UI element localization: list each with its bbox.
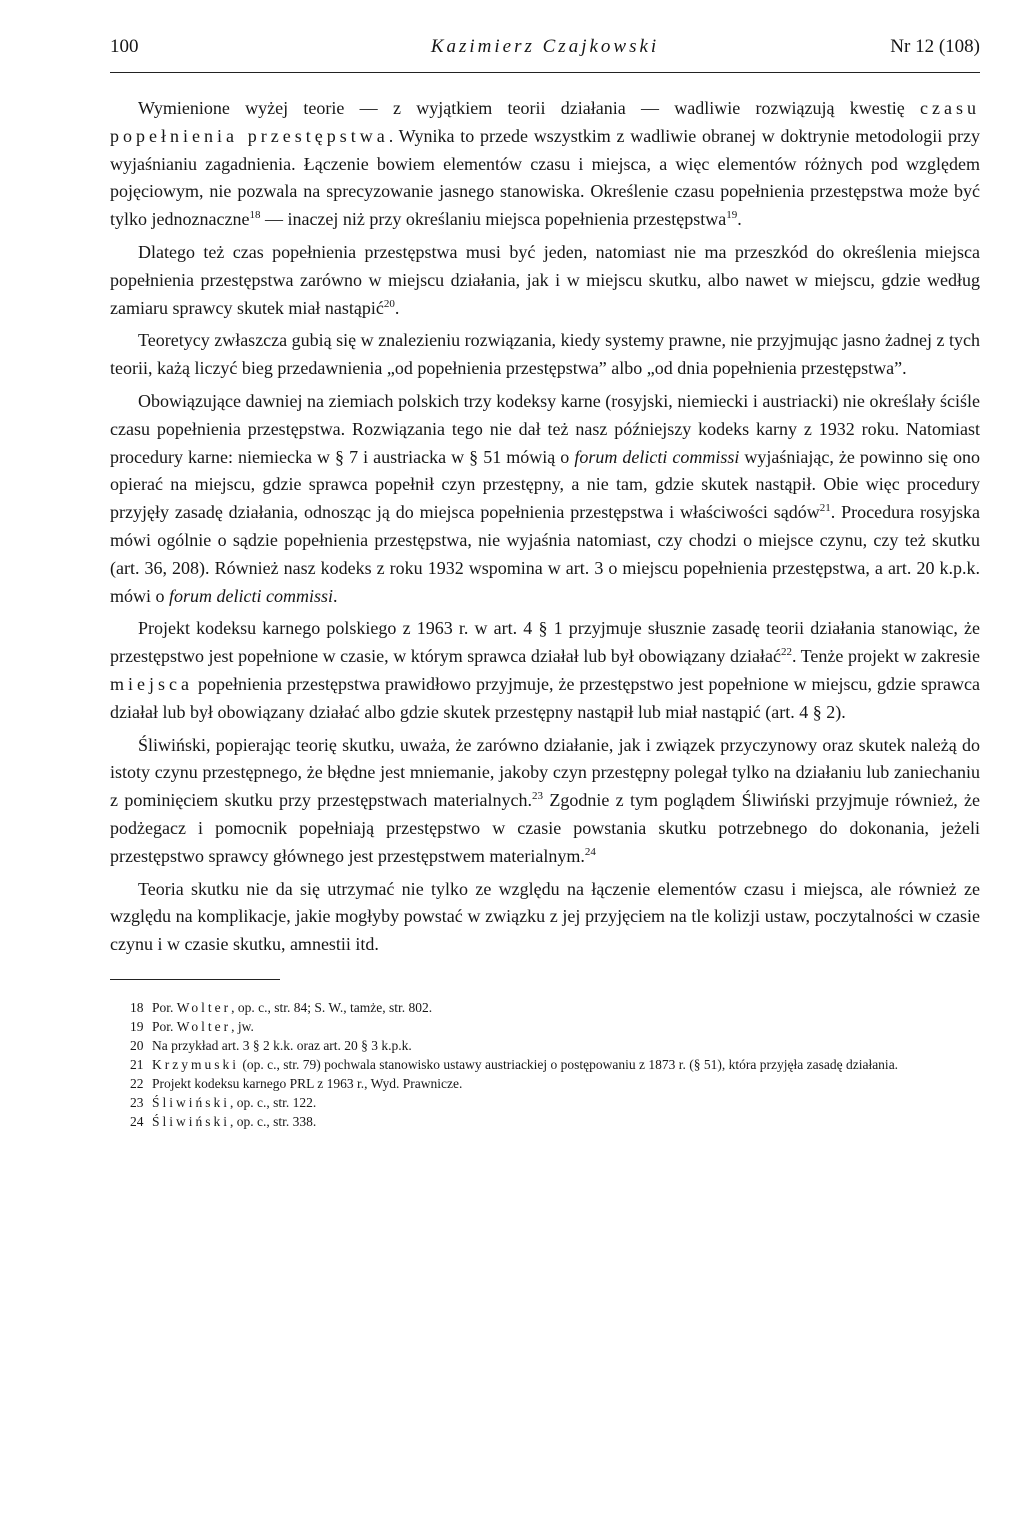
footnote-author: Śliwiński <box>152 1113 231 1129</box>
text-run: Obowiązujące dawniej na ziemiach polskich trzy kodeksy karne (rosyjski, niemiecki i austriacki) nie określały ściśle czasu popełnienia przestępstwa. Rozwiązania tego nie dał też nasz późniejszy kodeks karny z 1932 roku. Natomiast procedury karne: niemiecka w § 7 i austriacka w § 51 mówią o <box>110 390 980 467</box>
spaced-emphasis: czasu popełnienia przestępstwa <box>110 98 980 146</box>
header-rule <box>110 72 980 73</box>
text-run: popełnienia przestępstwa prawidłowo przyjmuje, że przestępstwo jest popełnione w miejscu, gdzie sprawca działał lub był obowiązany działać albo gdzie skutek przestępny nastąpił lub miał nastąpić (art. 4 § 2). <box>110 673 980 722</box>
footnote-ref: 18 <box>249 209 261 222</box>
footnote-ref: 22 <box>780 646 792 659</box>
footnote-author: Śliwiński <box>152 1094 231 1110</box>
footnotes <box>110 998 980 1131</box>
italic-term: forum delicti commissi <box>574 446 740 467</box>
text-run: Śliwiński, popierając teorię skutku, uważa, że zarówno działanie, jak i związek przyczynowy oraz skutek należą do istoty czynu przestępnego, że błędne jest mniemanie, jakoby czyn przestępny polegał tylko na działaniu lub zaniechaniu z pominięciem skutku przy przestępstwach materialnych. <box>110 734 980 811</box>
footnote-author: Wolter <box>176 1018 232 1034</box>
footnote-text: Por. <box>152 999 177 1015</box>
footnote-number: 19 <box>130 1018 144 1034</box>
footnote-ref: 21 <box>819 502 831 515</box>
footnote-text: , op. c., str. 122. <box>230 1094 317 1110</box>
paragraph-7 <box>110 876 980 959</box>
paragraph-1 <box>110 95 980 234</box>
footnote-number: 18 <box>130 999 144 1015</box>
text-run: . <box>737 209 742 230</box>
text-run: Dlatego też czas popełnienia przestępstwa musi być jeden, natomiast nie ma przeszkód do określenia miejsca popełnienia przestępstwa zarówno w miejscu działania, jak i w miejscu skutku, albo nawet w miejscu, gdzie według zamiaru sprawcy skutek miał nastąpić <box>110 241 980 318</box>
paragraph-2 <box>110 239 980 322</box>
paragraph-6 <box>110 732 980 871</box>
footnote-number: 22 <box>130 1075 144 1091</box>
footnote-text: , jw. <box>231 1018 254 1034</box>
body-text <box>110 95 980 959</box>
running-header <box>110 36 980 70</box>
page-number: 100 <box>110 36 139 57</box>
text-run: . <box>333 585 338 606</box>
footnote-ref: 20 <box>383 297 395 310</box>
footnote-number: 24 <box>130 1113 144 1129</box>
footnote-text: , op. c., str. 84; S. W., tamże, str. 802. <box>231 999 433 1015</box>
running-head-author: Kazimierz Czajkowski <box>430 36 660 57</box>
italic-term: forum delicti commissi <box>169 585 334 606</box>
footnote-ref: 19 <box>726 209 738 222</box>
footnote-author: Krzymuski <box>152 1056 239 1072</box>
text-run: Teoria skutku nie da się utrzymać nie tylko ze względu na łączenie elementów czasu i miejsca, ale również ze względu na komplikacje, jakie mogłyby powstać w związku z jej przyjęciem na tle kolizji ustaw, poczytalności w czasie czynu i w czasie skutku, amnestii itd. <box>110 878 980 955</box>
footnote-ref: 23 <box>532 790 543 803</box>
footnote-18 <box>110 998 980 1017</box>
footnote-text: Na przykład art. 3 § 2 k.k. oraz art. 20 § 3 k.p.k. <box>152 1037 412 1053</box>
footnote-text: Por. <box>152 1018 177 1034</box>
footnote-separator <box>110 979 280 980</box>
footnote-text: (op. c., str. 79) pochwala stanowisko ustawy austriackiej o postępowaniu z 1873 r. (§ 51), która przyjęła zasadę działania. <box>239 1056 899 1072</box>
paragraph-4 <box>110 388 980 610</box>
footnote-text: Projekt kodeksu karnego PRL z 1963 r., Wyd. Prawnicze. <box>152 1075 463 1091</box>
footnote-20 <box>110 1036 980 1055</box>
issue-number: Nr 12 (108) <box>890 36 980 57</box>
text-run: . <box>394 297 400 318</box>
text-run: Wymienione wyżej teorie — z wyjątkiem teorii działania — wadliwie rozwiązują kwestię <box>138 98 921 118</box>
footnote-21 <box>110 1055 980 1074</box>
footnote-author: Wolter <box>176 999 232 1015</box>
paragraph-5 <box>110 615 980 726</box>
spaced-emphasis: miejsca <box>110 673 193 694</box>
footnote-ref: 24 <box>584 845 596 858</box>
footnote-24 <box>110 1112 980 1131</box>
text-run: — inaczej niż przy określaniu miejsca popełnienia przestępstwa <box>260 209 727 230</box>
text-run: . Procedura rosyjska mówi ogólnie o sądzie popełnienia przestępstwa, nie wyjaśnia natomiast, czy chodzi o miejsce czynu, czy też skutku (art. 36, 208). Również nasz kodeks z roku 1932 wspomina w art. 3 o miejscu popełnienia przestępstwa, a art. 20 k.p.k. mówi o <box>110 502 980 606</box>
text-run: . Wynika to przede wszystkim z wadliwie obranej w doktrynie metodologii przy wyjaśnianiu zagadnienia. Łączenie bowiem elementów czasu i miejsca, a więc elementów różnych pod względem pojęciowym, nie pozwala na sprecyzowanie jasnego stanowiska. Określenie czasu popełnienia przestępstwa może być tylko jednoznaczne <box>110 125 980 230</box>
footnote-19 <box>110 1017 980 1036</box>
text-run: . Tenże projekt w zakresie <box>791 646 980 667</box>
footnote-number: 23 <box>130 1094 144 1110</box>
text-run: wyjaśniając, że powinno się ono opierać na miejscu, gdzie sprawca popełnił czyn przestępny, a nie tam, gdzie skutek nastąpił. Obie więc procedury przyjęły zasadę działania, odnosząc ją do miejsca popełnienia przestępstwa i właściwości sądów <box>110 446 980 523</box>
footnote-22 <box>110 1074 980 1093</box>
paragraph-3 <box>110 327 980 383</box>
footnote-number: 21 <box>130 1056 144 1072</box>
footnote-text: , op. c., str. 338. <box>230 1113 317 1129</box>
text-run: Teoretycy zwłaszcza gubią się w znalezieniu rozwiązania, kiedy systemy prawne, nie przyjmując jasno żadnej z tych teorii, każą liczyć bieg przedawnienia „od popełnienia przestępstwa” albo „od dnia popełnienia przestępstwa”. <box>110 330 980 379</box>
footnote-23 <box>110 1093 980 1112</box>
document-page <box>110 36 980 1496</box>
text-run: Projekt kodeksu karnego polskiego z 1963 r. w art. 4 § 1 przyjmuje słusznie zasadę teorii działania stanowiąc, że przestępstwo jest popełnione w czasie, w którym sprawca działał lub był obowiązany działać <box>110 618 980 667</box>
text-run: Zgodnie z tym poglądem Śliwiński przyjmuje również, że podżegacz i pomocnik popełniają przestępstwo w czasie powstania skutku potrzebnego do dokonania, jeżeli przestępstwo sprawcy głównego jest przestępstwem materialnym. <box>110 790 981 866</box>
footnote-number: 20 <box>130 1037 144 1053</box>
